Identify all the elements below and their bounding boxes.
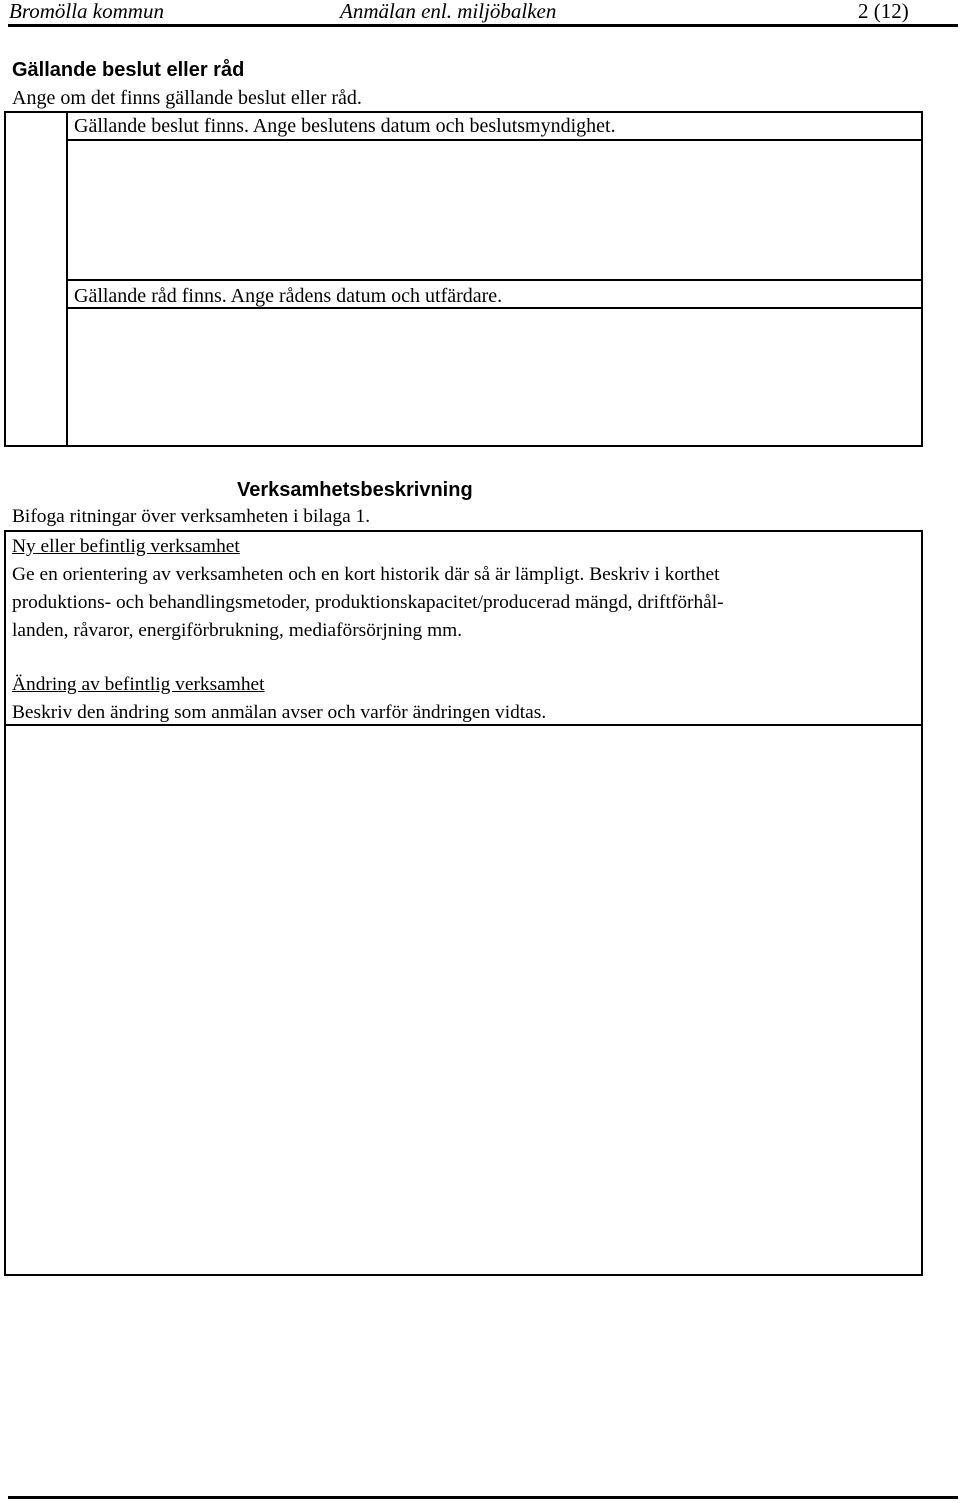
advice-details-field[interactable] bbox=[66, 307, 923, 447]
header-municipality: Bromölla kommun bbox=[9, 0, 164, 23]
footer-rule bbox=[8, 1496, 958, 1499]
new-or-existing-text-line-1: Ge en orientering av verksamheten och en kort historik där så är lämpligt. Beskriv i korthet bbox=[12, 564, 720, 585]
change-text: Beskriv den ändring som anmälan avser och varför ändringen vidtas. bbox=[12, 702, 547, 723]
business-instructions-box bbox=[4, 530, 923, 726]
decisions-heading: Gällande beslut eller råd bbox=[12, 59, 245, 81]
decision-details-field[interactable] bbox=[66, 139, 923, 281]
new-or-existing-text-line-3: landen, råvaror, energiförbrukning, mediaförsörjning mm. bbox=[12, 620, 463, 641]
change-heading: Ändring av befintlig verksamhet bbox=[12, 674, 265, 695]
attachment-note: Bifoga ritningar över verksamheten i bilaga 1. bbox=[12, 506, 371, 527]
advice-option-label: Gällande råd finns. Ange rådens datum och utfärdare. bbox=[74, 285, 503, 307]
advice-option-row[interactable] bbox=[66, 279, 923, 309]
business-description-field[interactable] bbox=[4, 724, 923, 1276]
option-checkbox-column bbox=[4, 111, 68, 447]
business-heading: Verksamhetsbeskrivning bbox=[237, 479, 473, 501]
header-page-number: 2 (12) bbox=[858, 0, 909, 23]
new-or-existing-heading: Ny eller befintlig verksamhet bbox=[12, 536, 240, 557]
decision-option-row[interactable] bbox=[66, 111, 923, 141]
new-or-existing-text-line-2: produktions- och behandlingsmetoder, produktionskapacitet/producerad mängd, driftförhål- bbox=[12, 592, 724, 613]
decision-option-label: Gällande beslut finns. Ange beslutens datum och beslutsmyndighet. bbox=[74, 115, 616, 137]
decisions-instruction: Ange om det finns gällande beslut eller råd. bbox=[12, 87, 362, 109]
header-rule bbox=[8, 24, 958, 27]
header-form-title: Anmälan enl. miljöbalken bbox=[340, 0, 557, 23]
